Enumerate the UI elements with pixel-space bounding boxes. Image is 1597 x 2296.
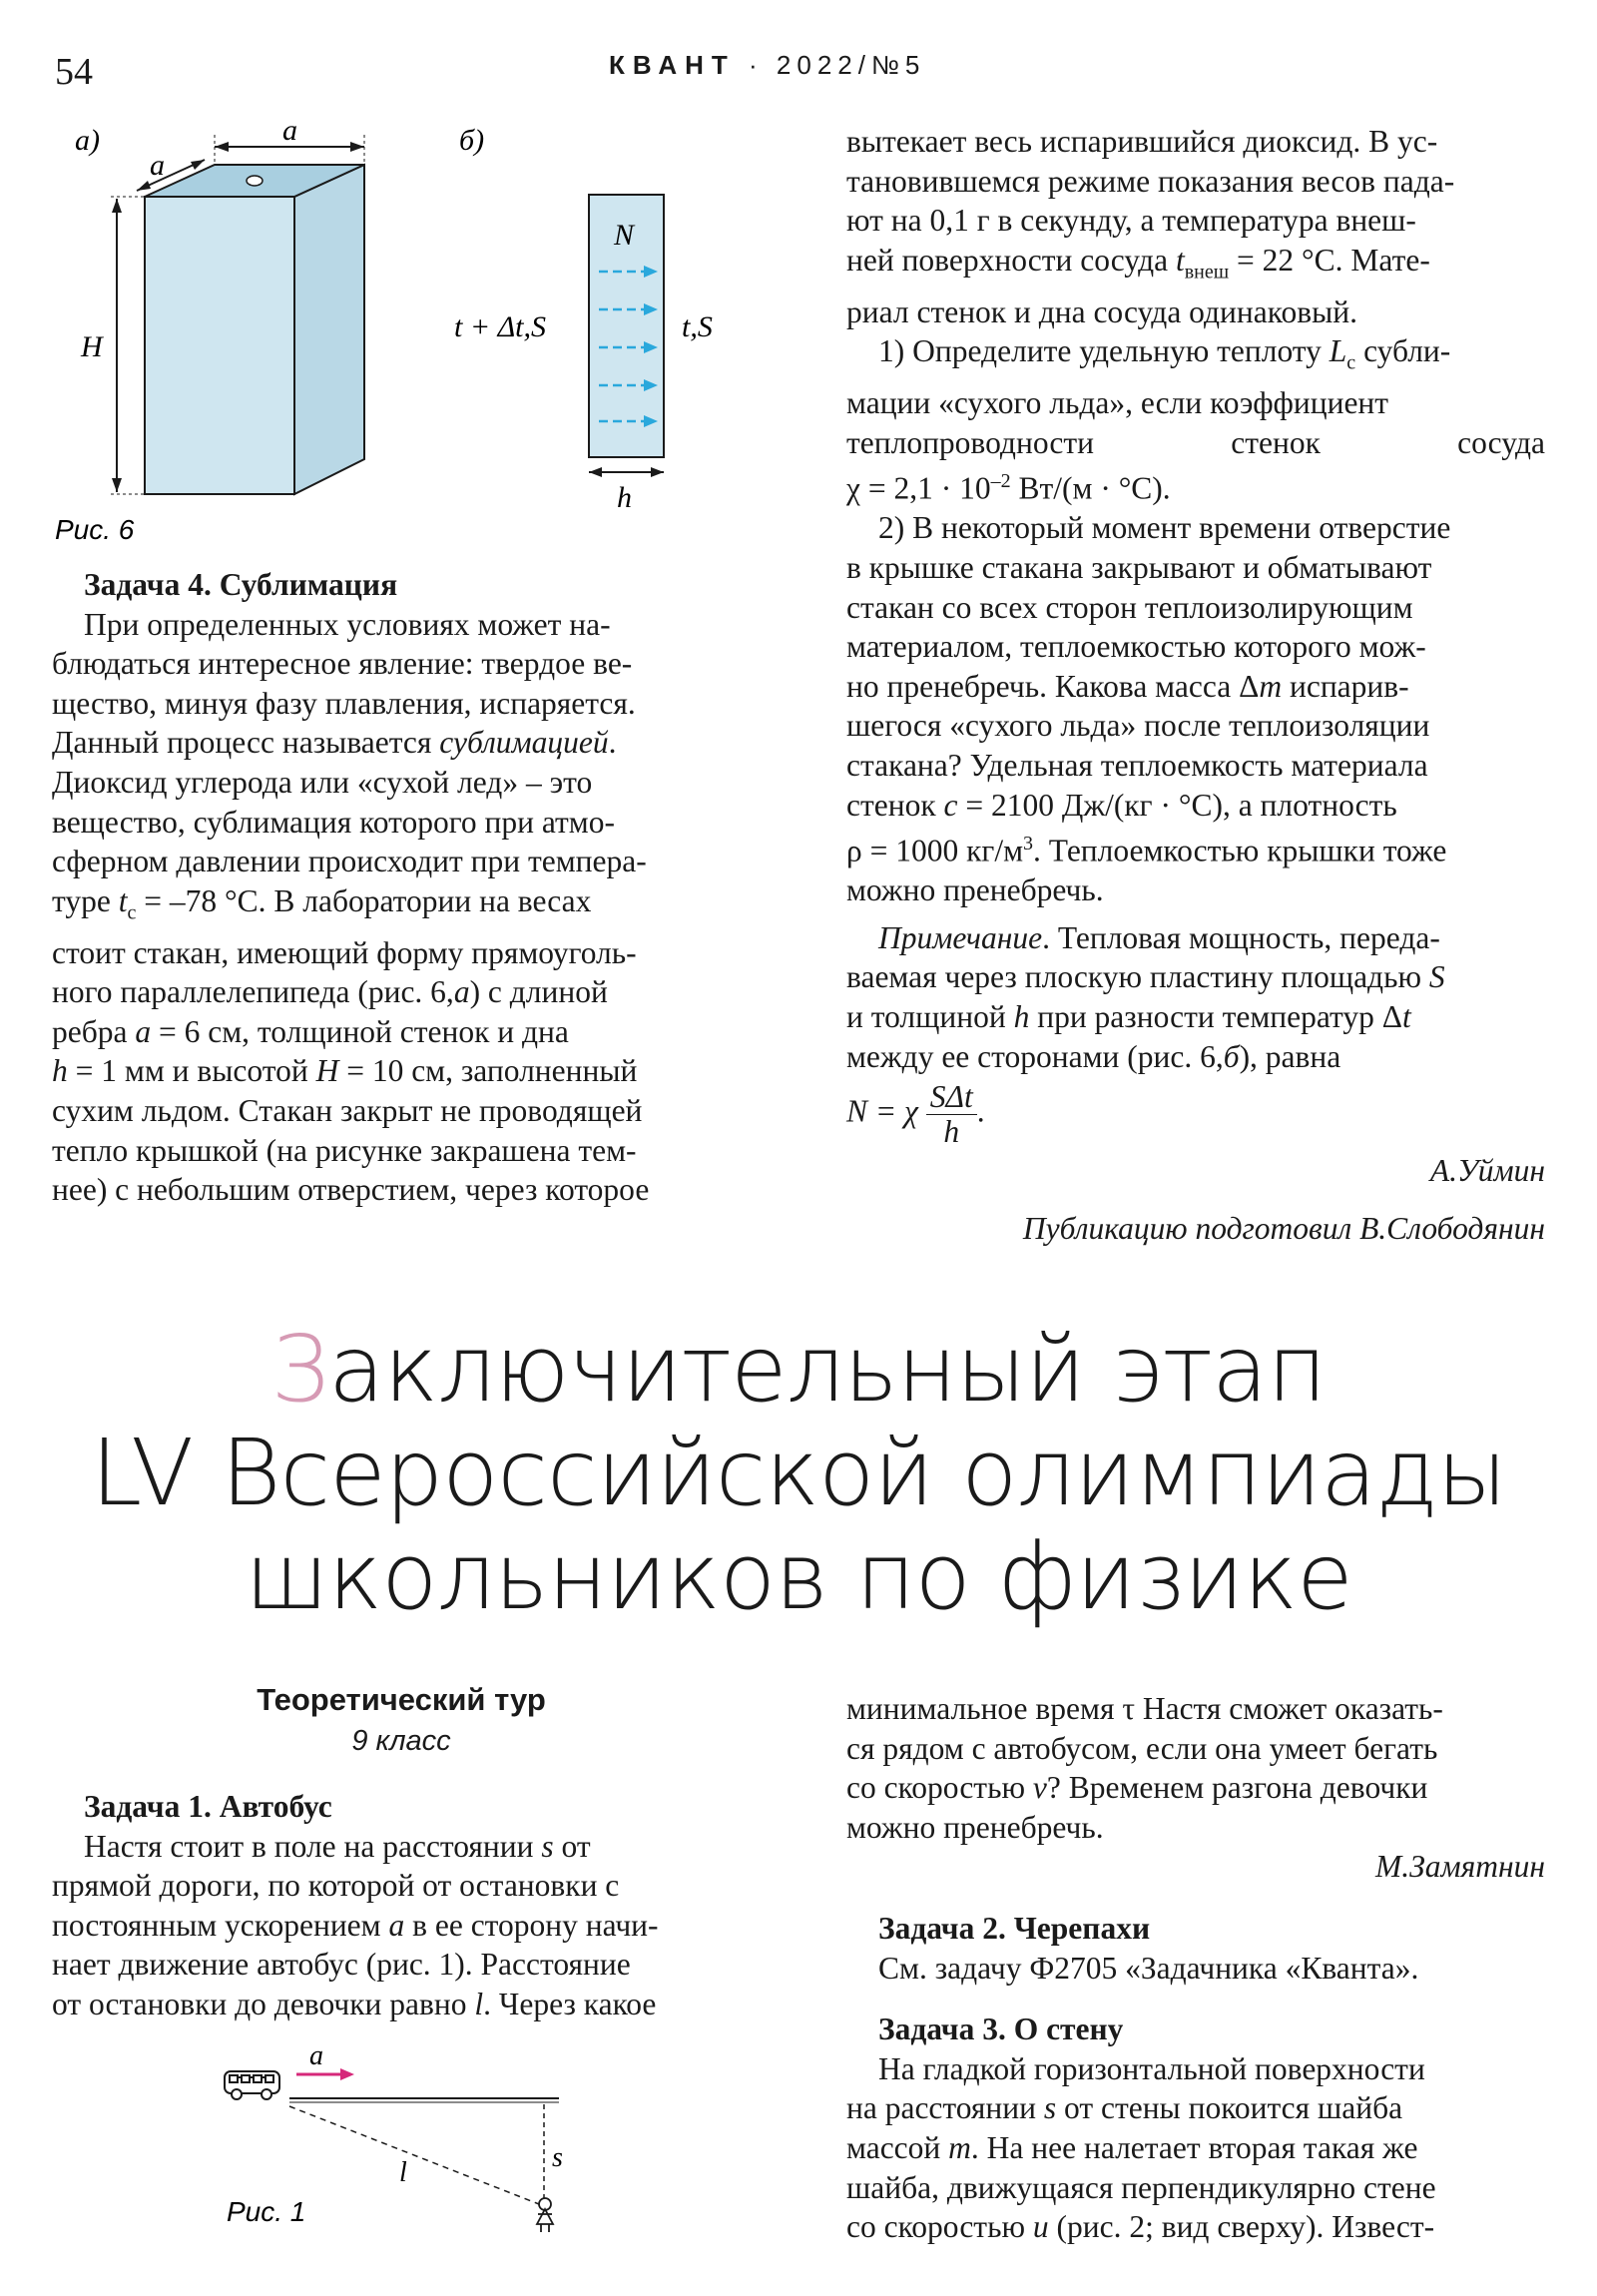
task1-cont-block xyxy=(846,1689,1545,2247)
t1c-line-2: ся рядом с автобусом, если она умеет бегать xyxy=(846,1730,1438,1766)
t1c-line-4: можно пренебречь. xyxy=(846,1809,1104,1845)
plate-left-label: t + Δt,S xyxy=(454,310,547,343)
task1-title: Задача 1. Автобус xyxy=(84,1789,332,1824)
fig1-a-label: a xyxy=(309,2046,323,2071)
task4-line-14: тепло крышкой (на рисунке закрашена тем- xyxy=(52,1132,637,1168)
grade-label: 9 класс xyxy=(351,1725,451,1757)
dim-a2-label: a xyxy=(150,149,165,182)
task4-line-7: сферном давлении происходит при темпера- xyxy=(52,844,647,879)
t4c-line-22: и толщиной h при разности температур Δt xyxy=(846,999,1411,1035)
issue-number: · 2022/№5 xyxy=(749,50,926,80)
lid-hole xyxy=(247,176,263,186)
t4c-line-8: теплопроводности стенок сосуда xyxy=(846,424,1545,460)
publication-credit: Публикацию подготовил В.Слободянин xyxy=(1022,1210,1545,1246)
running-head xyxy=(609,50,925,81)
figure-6 xyxy=(55,115,774,554)
box-side-face xyxy=(294,165,364,494)
t4c-line-2: тановившемся режиме показания весов пада- xyxy=(846,163,1455,199)
task3-title: Задача 3. О стену xyxy=(878,2011,1124,2047)
task1-line-3: постоянным ускорением a в ее сторону начи- xyxy=(52,1907,659,1943)
t4c-line-19: можно пренебречь. xyxy=(846,872,1104,908)
title-initial-letter: З xyxy=(270,1316,328,1423)
fig1-s-label: s xyxy=(552,2142,563,2173)
t4c-line-21: ваемая через плоскую пластину площадью S xyxy=(846,959,1445,995)
task2-title: Задача 2. Черепахи xyxy=(878,1910,1151,1946)
task4-cont-block xyxy=(846,122,1545,1248)
t1c-line-3: со скоростью v? Временем разгона девочки xyxy=(846,1770,1428,1806)
t4c-line-17: стенок c = 2100 Дж/(кг · °С), а плотность xyxy=(846,787,1397,823)
task4-line-1: При определенных условиях может на- xyxy=(84,606,611,642)
t4c-line-9: $\chi = 2,1 \cdot 10^{-2}$ Вт/(м · °С). xyxy=(846,470,1171,506)
task4-line-15: нее) с небольшим отверстием, через которое xyxy=(52,1172,650,1208)
task4-line-2: блюдаться интересное явление: твердое ве- xyxy=(52,646,633,682)
bus-icon xyxy=(225,2071,279,2099)
t4c-line-4: ней поверхности сосуда $t_{внеш} = 22$ °С. Мате- xyxy=(846,242,1430,284)
t4c-line-15: шегося «сухого льда» после теплоизоляции xyxy=(846,708,1430,744)
t4c-line-23: между ее сторонами (рис. 6,б), равна xyxy=(846,1038,1341,1074)
fig1-l-label: l xyxy=(399,2157,407,2188)
task4-author: А.Уймин xyxy=(1429,1153,1545,1189)
t4c-line-18: ρ = 1000 $кг/м^3$. Теплоемкостью крышки тоже xyxy=(846,833,1447,868)
task2-text: См. задачу Ф2705 «Задачника «Кванта». xyxy=(878,1950,1419,1986)
box-front-face xyxy=(145,197,294,494)
article-title xyxy=(0,1318,1597,1629)
title-line-1: Заключительный этап xyxy=(270,1316,1327,1423)
task4-line-6: вещество, сублимация которого при атмо- xyxy=(52,804,615,840)
task4-title: Задача 4. Сублимация xyxy=(84,567,398,602)
title-line-3: школьников по физике xyxy=(245,1523,1352,1630)
dim-h-label: h xyxy=(617,481,632,514)
task4-line-13: сухим льдом. Стакан закрыт не проводящей xyxy=(52,1093,643,1129)
task1-line-4: нает движение автобус (рис. 1). Расстояние xyxy=(52,1947,631,1983)
t4c-line-7: мации «сухого льда», если коэффициент xyxy=(846,385,1389,421)
fig6-label-a: а) xyxy=(75,124,100,157)
t4c-line-5: риал стенок и дна сосуда одинаковый. xyxy=(846,293,1357,329)
figure-1 xyxy=(215,2046,634,2246)
task4-block xyxy=(52,565,751,1210)
t4c-line-10: 2) В некоторый момент времени отверстие xyxy=(878,510,1451,546)
task4-line-3: щество, минуя фазу плавления, испаряется. xyxy=(52,685,636,721)
dim-a-arrow-left xyxy=(215,142,229,152)
t4c-line-13: материалом, теплоемкостью которого мож- xyxy=(846,629,1426,665)
plate-right-label: t,S xyxy=(682,310,713,343)
t4c-line-1: вытекает весь испарившийся диоксид. В ус- xyxy=(846,124,1438,159)
t4c-line-12: стакан со всех сторон теплоизолирующим xyxy=(846,589,1413,625)
formula-N: N = χ $\frac{\text{SΔt}}{h}$ . xyxy=(846,1079,985,1150)
task4-line-4: Данный процесс называется сублимацией. xyxy=(52,725,617,761)
task3-line-3: массой m. На нее налетает вторая такая же xyxy=(846,2129,1418,2165)
fig1-caption: Рис. 1 xyxy=(227,2196,306,2227)
task3-line-1: На гладкой горизонтальной поверхности xyxy=(878,2050,1425,2086)
t4c-line-6: 1) Определите удельную теплоту $L_с$ субли- xyxy=(878,333,1451,374)
title-line-2: LV Всероссийской олимпиады xyxy=(90,1420,1507,1526)
task1-line-1: Настя стоит в поле на расстоянии s от xyxy=(84,1828,591,1864)
girl-icon xyxy=(537,2198,553,2232)
t4c-line-20: Примечание. Тепловая мощность, переда- xyxy=(878,919,1440,955)
t4c-line-14: но пренебречь. Какова масса Δm испарив- xyxy=(846,668,1409,704)
task1-block xyxy=(52,1787,751,2024)
fig6-caption: Рис. 6 xyxy=(55,514,135,545)
t4c-line-11: в крышке стакана закрывают и обматывают xyxy=(846,550,1432,586)
task1-author: М.Замятнин xyxy=(1375,1849,1545,1885)
task3-line-5: со скоростью u (рис. 2; вид сверху). Извест- xyxy=(846,2209,1435,2245)
dim-a-arrow-right xyxy=(350,142,364,152)
distance-l-line xyxy=(289,2106,539,2204)
task4-line-10: ного параллелепипеда (рис. 6,а) с длиной xyxy=(52,974,608,1010)
plate-N-label: N xyxy=(614,219,635,252)
dim-a-label: a xyxy=(282,115,297,147)
dim-H-label: H xyxy=(81,330,103,363)
task4-line-9: стоит стакан, имеющий форму прямоуголь- xyxy=(52,934,637,970)
task4-line-12: h = 1 мм и высотой H = 10 см, заполненный xyxy=(52,1053,638,1089)
formula-fraction: $\frac{\text{SΔt}}{h}$ xyxy=(926,1080,977,1149)
task4-line-11: ребра a = 6 см, толщиной стенок и дна xyxy=(52,1013,569,1049)
t4c-line-3: ют на 0,1 г в секунду, а температура внеш- xyxy=(846,203,1416,239)
t4c-line-16: стакана? Удельная теплоемкость материала xyxy=(846,748,1428,783)
task3-line-2: на расстоянии s от стены покоится шайба xyxy=(846,2090,1403,2126)
task3-line-4: шайба, движущаяся перпендикулярно стене xyxy=(846,2169,1436,2205)
page-number: 54 xyxy=(55,51,93,93)
task4-line-5: Диоксид углерода или «сухой лед» – это xyxy=(52,764,593,800)
round-name: Теоретический тур xyxy=(257,1682,546,1717)
task1-line-2: прямой дороги, по которой от остановки с xyxy=(52,1868,620,1904)
fig6-label-b: б) xyxy=(459,124,485,157)
task1-line-5: от остановки до девочки равно l. Через какое xyxy=(52,1986,657,2021)
t1c-line-1: минимальное время τ Настя сможет оказать- xyxy=(846,1691,1443,1726)
journal-name: КВАНТ xyxy=(609,50,736,80)
task4-line-8: туре $t_с = -78$ °С. В лаборатории на весах xyxy=(52,882,592,924)
